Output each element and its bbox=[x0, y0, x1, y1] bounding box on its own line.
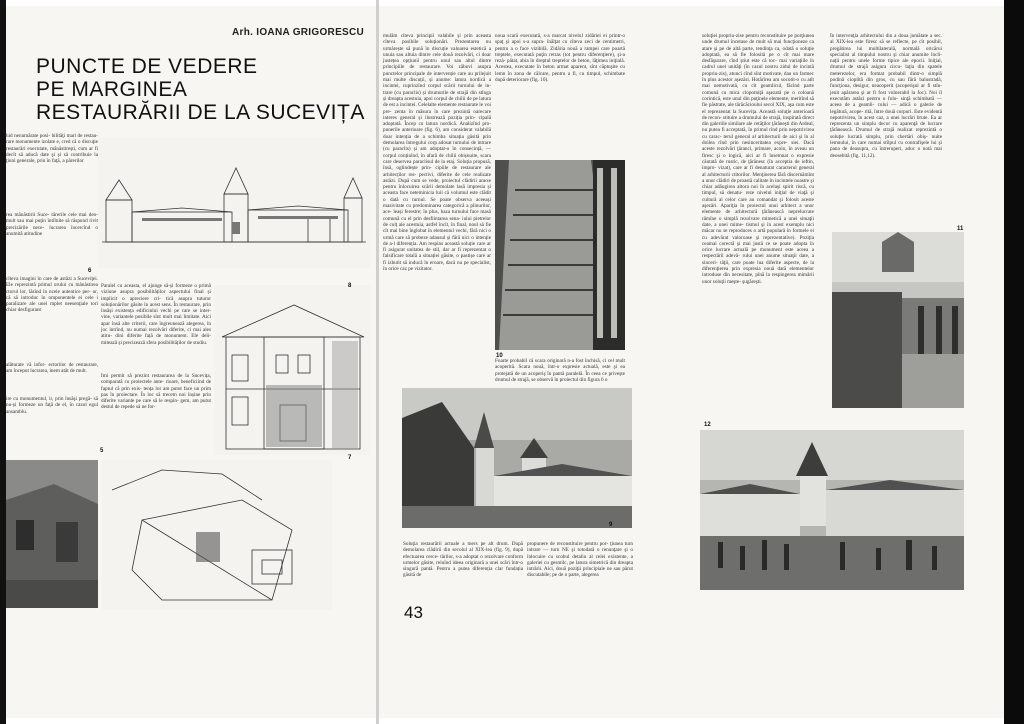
figure-5-photo bbox=[6, 460, 98, 608]
figure-10-number: 10 bbox=[496, 353, 503, 359]
scan-border-right bbox=[1004, 0, 1024, 724]
figure-11-gallery-photo bbox=[832, 232, 964, 408]
figure-12-number: 12 bbox=[704, 422, 711, 428]
figure-8-number: 8 bbox=[348, 283, 352, 289]
text-column-p2-a: mulăm cîteva principii valabile și prin aceasta cîteva posibile soluționări. Prezentarea nu urmărește să pună în discuție valoarea estetică a unuia sau altuia dintre cele două rezolvări, ci doar justețea opțiunii pentru unul sau altul dintre principiile de restaurare. Voi zăbovi asupra punctelor principale de intervenție care au prilejuit mai multe discuții, și anume: latura nordică a incintei, cuprinzînd corpul scării turnului de in- trare (cu paraclis) și drumurile de strajă din stînga și dreapta acestuia, apoi corpul de chilii de pe latura de est a incintei. Celelalte elemente restaurate le voi pre- zenta în măsura în care prezintă oarecare interes general și ilustrează poziția prin- cipală adoptată. Încep cu latura nordică. Analizînd pro- punerile anterioare (fig. 6), am considerat valabilă doar intenția de a schimba situația găsită prin demolarea întregului corp adosat turnului de intrare (cu paraclis) și am adoptat-o în consecință, — corpul conținînd, în afară de chilii obișnuite, scara care deservea paraclisul de la etaj. Soluția propusă, însă, oglindește prin- cipiile de restaurare ale arhitecților res- pectivi, diferite de cele realizate astăzi. După cum se vede, proiectul clădirii anexe pentru înlocuirea scării demolate lasă impresia și aceasta face neteminicia luii că volumul este clădit o dată cu turnul. Se poate observa aceeași masivitate cu predominarea categorică a plinurilor, ace- leași ferestre; în plus, baza turnului face masă comună cu el prin desfiintarea sena- iului pietrelor de colț ale acestuia, astfel încît, în final, noul să fie cît mai bine înglobat în elementul vechi, fără nici o urmă care să probeze adausul și fără nici o intenție de a-l diferenția. Am respins această soluție care ar fi asigurat unitatea de stil, dar ar fi reprezentat o falsificare totală a situației găsite, o pastișe care ar fi izbutit să inducă în eroare, dacă nu pe specialist, în orice caz pe vizitator. bbox=[383, 33, 491, 272]
figure-5-number: 5 bbox=[100, 448, 104, 454]
photo-10-svg bbox=[495, 160, 625, 350]
text-column-p2-c: Foarte probabil că scara originară n-a fost închisă, ci cel mult acoperită. Scara nouă, într-o expresie actuală, este şi ea protejată de un acoperiş în pantă paralelă. În ceea ce priveşte drumul de strajă, se observă în proiectul din figura 6 o bbox=[495, 358, 625, 383]
text-column-left-a: hid nenumărate posi- bilităţi mari de restau- rare monumente izolate e, cred că o discuţie restaurări executate, mânăstirești, cum ar fi decît să aducă date şi şi să contribuie la ţiuni generale, prin în faţă, a părerilor bbox=[6, 133, 98, 165]
photo-12-svg bbox=[700, 430, 964, 590]
title-line: RESTAURĂRII DE LA SUCEVIȚA bbox=[36, 101, 365, 124]
figure-7-plan-drawing bbox=[102, 460, 332, 610]
photo-9-svg bbox=[402, 388, 632, 528]
title-line: PE MARGINEA bbox=[36, 78, 188, 101]
figure-6-number: 6 bbox=[88, 268, 92, 274]
text-column-left-c: cîteva imagini în care de astăzi a Suceviţei. Ele reprezintă primul orului cu mânăstirea ctorul lor, lăsînd în ncele autentice per- or, că să introduc în omponentele ei cele i paralizare ale unei mplet neesenţiale tori chiar desfigurant bbox=[6, 276, 98, 314]
text-column-left-b: rea mânăstirii Suce- tărerile cele mai deo- mult sau mai puţin întîlnite să răspund rivit precizările nece- lucrarea încercînd o anumită atitudine bbox=[6, 212, 98, 237]
figure-11-number: 11 bbox=[957, 226, 964, 232]
figure-9-monastery-photo bbox=[402, 388, 632, 528]
title-line: PUNCTE DE VEDERE bbox=[36, 55, 258, 78]
text-column-p2-b: noua scară executată, s-a marcat nivelul zidăriei ei printr-o spaţ şi apoi s-a supra- înălţat cu cîteva zeci de centimetri, pentru a o face vizibilă. Zidăria nouă a rampei care poartă treptele, executată puţin retras (tot pentru diferenţiere), şi-a reză- pătat, abia în dreptul treptelor de beton, lăţimea iniţială. Acestea, executate în beton armat aparent, sînt căptuşite cu lemn în zona de călcare, pentru a fi, cu timpul, schimbate după deteriorare (fig. 10). bbox=[495, 33, 625, 84]
page-number: 43 bbox=[404, 603, 423, 622]
text-column-p3-a: soluţiei propriu-zise pentru reconstituire pe porţiunea unde drumul încetase de mult să mai funcţioneze ca atare şi pe de altă parte, tendinţa ca, odată o soluţie adoptată, ea să fie folosită pe o cît mai mare desfăşurare, cînd ştiut este că toc- mai variaţiile în cadrul unei unităţi (în cazul nostru zidul de incintă propriu-zis), atunci cînd sînt motivate, dau un farmec în plus acestor aşezări. Hotărîrea am socotit-o cu atît mai nemotivată, cu cît geamlicul, făcînd parte comună cu mica clopotniţă aşezată pe o coloană corintică, este unul din puţinele elemente, meritînd să fie păstrate, ale tărăcăcioului secol XIX, aşa cum este el reprezentat la Suceviţa. Această soluţie anterioară de recon- stituire a drumului de strajă, inspirată direct din galeriile similare ale cetăţilor ţărăneşti din Ardeal, nu putea fi acceptată, în primul rînd prin nepotrivirea cu carac- terul general al arhitecturii de aici şi în al doilea rînd prin nesinceritatea expre- siei. Dacă aceste rezolvări ţăranci, primare, acolo, în aveau un firesc şi o logică, aici ar fi însemnat o expresie căutată de rustic, de ţărănesc (în acceptia de ieftin, impro- vizat), care ar fi denaturat caracterul general al arhitecturii ctitorilor. Menţinerea fără discernămînt a unor clădiri de proastă calitate în incintele noastre şi chiar adăugirea altora noi în acelaşi spirit riscă, cu timpul, să denatu- reze nivelul iniţial de viaţă şi cultură al celor care au comandat şi folosit aceste aşezări. Apariţia în proiectul unui arhitect a unor elemente de arhitectură ţărănească neprelucrate rămîne o simplă rezolvare mimetică a unei situaţii date, a unei mime- tismul şi în acest exemplu nici măcar nu se reproduces o artă populară în formele ei cu adevărat valoroase şi reprezentative). Poziţia ceamai corectă şi mai justă ce se poate adopta în orice lucrare actuală pe monument este aceea a respectării adevă- rului unei anume situaţii date, a sinceri- tăţii, care poate lua diferite aspecte, de la diferenţierea prin expresia nouă dată elementelor introduse din necesitate, pînă la respingerea mimării unor soluţii meşte- şugăreşti. bbox=[702, 33, 814, 285]
article-title bbox=[36, 55, 366, 124]
text-column-mid-bottom: Îmi permit să prezint restaurarea de la Sucevița, comparată cu proiectele ante- rioare, beneficiind de faptul că prin exis- tența lor am putut face un prim pas în proiectare. În loc să trecem noi înșine prin diferite variante pe care să le respin- gem, am putut destul de repede să ne for- bbox=[101, 373, 211, 411]
photo-5-svg bbox=[6, 460, 98, 608]
plan-drawing-svg bbox=[102, 460, 332, 610]
text-column-p4-a: În intervenţia arhitectului din a doua jumătate a sec. al XIX-lea este firesc să se reflecte, pe cît posibil, pregătirea lui multilaterală, normală oricărui specialist al timpului nostru şi chiar anumite încli- naţii pentru unele forme tipice ale epocii. Iniţial, drumul de strajă asigura circu- laţia din spatele meterezelor, era format probabil dintr-o simplă podină cioplită din gros, cu sau fără balustradă, funcţiona, desigur, neacoperit (acoperişul ar fi stîn- jenit apărarea şi ar fi fost vulnerabil la foc). Noi îl executăm astăzi pentru o folo- sinţă schimbată — aceea de a geamli- cului — adică o galerie de legătură, acope- rită, între două corpuri. Este evidentă nepotrivirea, în acest caz, a unei lucrări brute. Ea ar reprezenta un simplu decor cu aparenţă de lucrare ţărănească. Drumul de strajă realizat reprezintă o soluţie lucrată simplu, prin chertări obiş- nuite lemnului, în care numai stîlpul cu contrafişele lui şi pana de deasupra, cu întreruperi, aduc o notă mai deosebită (fig. 11,12). bbox=[830, 33, 942, 159]
article-author: Arh. IOANA GRIGORESCU bbox=[232, 27, 365, 38]
figure-8-facade-detail bbox=[214, 285, 370, 455]
text-column-left-d: alăturate vă infor- ectorilor de restaurare, am început lucrarea, inem atât de mult. bbox=[6, 362, 98, 375]
text-column-p2-e: propunere de reconstituire pentru por- ţiunea turn intrare — turn NE şi totodată o renunţare şi o înlocuire cu scobul detaliu al celei existente, a galeriei cu gesmilc, pe latura simetrică din dreapta intrării. Aici, două poziţii principiale ne sau părut discutabile; pe de o parte, alegerea bbox=[527, 541, 633, 579]
text-column-mid-top: Paralel cu aceasta, el ajunge să-și formeze o primă viziune asupra posibilităților aspectului final și implicit o apreciere cri- tică asupra tuturor soluționărilor găsite în acest sens. În restaurare, prin însăși existența edificiului vechi pe care se inter- vine, variantele posibile sînt mult mai limitate. Aici apar însă alte criterii, care îngreunează alegerea, în joc intrînd, nu numai rezolvări diferite, ci mai ales atitu- dini diferite față de monument. Ele deli- mitează și precizează sfera posibilităților de studiu. bbox=[101, 283, 211, 346]
figure-9-number: 9 bbox=[609, 522, 613, 528]
figure-7-number: 7 bbox=[348, 455, 352, 461]
text-column-left-e: ire cu monumentul, ir, prin însăşi pregă- să nu-şi formeze un faţă de el, în cazul egul ansamblu. bbox=[6, 396, 98, 415]
book-gutter bbox=[376, 0, 379, 724]
photo-11-svg bbox=[832, 232, 964, 408]
figure-10-staircase-photo bbox=[495, 160, 625, 350]
text-column-p2-d: Soluția restaurării actuale a mers pe alt drum. După demolarea clădirii din secolul al XIX-lea (fig. 9), după efectuarea cerce- tărilor, s-a adoptat o rezolvare conform urmelor găsite, reluînd ideea originară a unei scări într-o singură pantă. Pentru a putea diferenția clar fundația găsită de bbox=[403, 541, 523, 579]
figure-6-facade-drawing bbox=[98, 138, 370, 268]
facade-elevation-svg bbox=[98, 138, 370, 268]
facade-detail-svg bbox=[214, 285, 370, 455]
figure-12-courtyard-photo bbox=[700, 430, 964, 590]
